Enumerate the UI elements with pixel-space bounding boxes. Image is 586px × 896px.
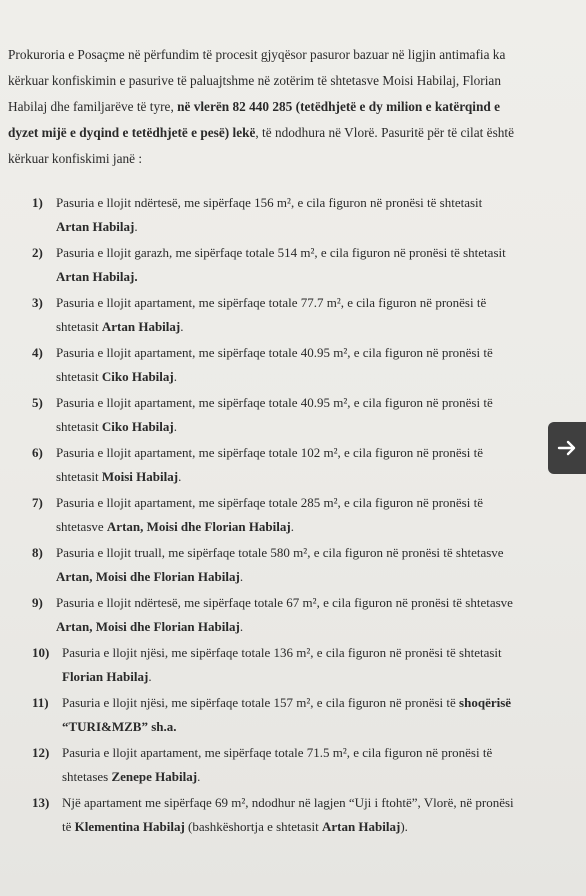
next-button[interactable]: [548, 422, 586, 474]
item-owner: shtetasve Artan, Moisi dhe Florian Habilaj.: [56, 519, 294, 534]
item-number: 12): [32, 745, 50, 760]
item-text: Pasuria e llojit apartament, me sipërfaqe totale 40.95 m², e cila figuron në pronësi të: [56, 345, 493, 360]
item-owner: shtetasit Ciko Habilaj.: [56, 369, 177, 384]
intro-bold-value: dyzet mijë e dyqind e tetëdhjetë e pesë) lekë: [8, 125, 256, 140]
item-text: Pasuria e llojit apartament, me sipërfaqe totale 40.95 m², e cila figuron në pronësi të: [56, 395, 493, 410]
item-number: 11): [32, 695, 49, 710]
item-number: 5): [32, 395, 43, 410]
item-owner: Artan Habilaj.: [56, 219, 138, 234]
intro-line: Prokuroria e Posaçme në përfundim të procesit gjyqësor pasuror bazuar në ligjin antimafia ka: [8, 47, 506, 62]
list-item: [32, 790, 557, 840]
list-item: [32, 490, 557, 540]
intro-line: kërkuar konfiskimin e pasurive të paluajtshme në zotërim të shtetasve Moisi Habilaj, Florian: [8, 73, 501, 88]
item-number: 8): [32, 545, 43, 560]
item-number: 6): [32, 445, 43, 460]
item-text: Pasuria e llojit njësi, me sipërfaqe totale 136 m², e cila figuron në pronësi të shtetasit: [62, 645, 502, 660]
intro-line: [8, 94, 568, 120]
list-item: [32, 390, 557, 440]
item-number: 9): [32, 595, 43, 610]
item-text: Pasuria e llojit apartament, me sipërfaqe totale 71.5 m², e cila figuron në pronësi të: [62, 745, 493, 760]
list-item: [32, 740, 557, 790]
item-text: Pasuria e llojit apartament, me sipërfaqe totale 102 m², e cila figuron në pronësi të: [56, 445, 483, 460]
item-owner: shtetases Zenepe Habilaj.: [62, 769, 201, 784]
item-number: 1): [32, 195, 43, 210]
intro-paragraph: [8, 42, 568, 172]
item-number: 3): [32, 295, 43, 310]
list-item: [32, 290, 557, 340]
intro-bold-value: në vlerën 82 440 285 (tetëdhjetë e dy milion e katërqind e: [177, 99, 500, 114]
list-item: [32, 590, 557, 640]
item-text: Pasuria e llojit garazh, me sipërfaqe totale 514 m², e cila figuron në pronësi të shtetasit: [56, 245, 506, 260]
item-owner: “TURI&MZB” sh.a.: [62, 719, 177, 734]
item-owner: Artan Habilaj.: [56, 269, 138, 284]
intro-text: Habilaj dhe familjarëve të tyre,: [8, 99, 178, 114]
item-owner: shtetasit Moisi Habilaj.: [56, 469, 182, 484]
item-text: Pasuria e llojit ndërtesë, me sipërfaqe 156 m², e cila figuron në pronësi të shtetasit: [56, 195, 483, 210]
arrow-right-icon: [557, 438, 577, 458]
list-item: [32, 640, 557, 690]
item-owner: shtetasit Ciko Habilaj.: [56, 419, 177, 434]
intro-line: kërkuar konfiskimi janë :: [8, 151, 143, 166]
item-number: 10): [32, 645, 50, 660]
list-item: [32, 540, 557, 590]
item-text: Pasuria e llojit ndërtesë, me sipërfaqe totale 67 m², e cila figuron në pronësi të shtetasve: [56, 595, 513, 610]
property-list: [32, 190, 557, 840]
list-item: [32, 190, 557, 240]
item-owner: Artan, Moisi dhe Florian Habilaj.: [56, 619, 244, 634]
list-item: [32, 340, 557, 390]
item-number: 4): [32, 345, 43, 360]
intro-line: [8, 120, 568, 146]
item-text: Një apartament me sipërfaqe 69 m², ndodhur në lagjen “Uji i ftohtë”, Vlorë, në pronësi: [62, 795, 514, 810]
list-item: [32, 240, 557, 290]
item-owner: të Klementina Habilaj (bashkëshortja e shtetasit Artan Habilaj).: [62, 819, 408, 834]
list-item: [32, 690, 557, 740]
item-number: 2): [32, 245, 43, 260]
item-owner: Artan, Moisi dhe Florian Habilaj.: [56, 569, 244, 584]
item-text: Pasuria e llojit truall, me sipërfaqe totale 580 m², e cila figuron në pronësi të shtetasve: [56, 545, 504, 560]
item-number: 7): [32, 495, 43, 510]
item-owner: Florian Habilaj.: [62, 669, 152, 684]
intro-text: , të ndodhura në Vlorë. Pasuritë për të cilat është: [255, 125, 514, 140]
item-number: 13): [32, 795, 50, 810]
item-text: Pasuria e llojit njësi, me sipërfaqe totale 157 m², e cila figuron në pronësi të shoqërisë: [62, 695, 512, 710]
item-text: Pasuria e llojit apartament, me sipërfaqe totale 77.7 m², e cila figuron në pronësi të: [56, 295, 487, 310]
item-owner: shtetasit Artan Habilaj.: [56, 319, 184, 334]
item-text: Pasuria e llojit apartament, me sipërfaqe totale 285 m², e cila figuron në pronësi të: [56, 495, 483, 510]
list-item: [32, 440, 557, 490]
